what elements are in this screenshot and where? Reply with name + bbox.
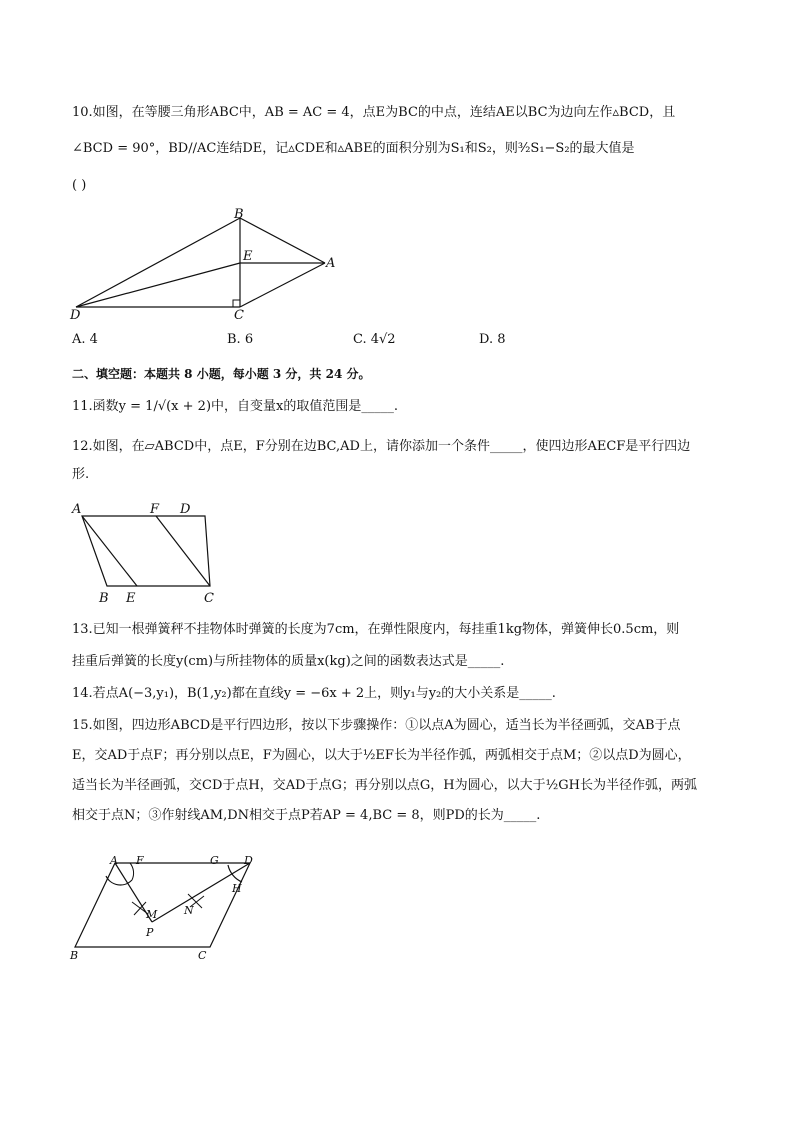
- q12-label-a: A: [72, 502, 82, 517]
- q10-option-a: A. 4: [72, 332, 98, 347]
- q15-line1: 15.如图，四边形ABCD是平行四边形，按以下步骤操作：①以点A为圆心，适当长为半径画弧，交AB于点: [72, 718, 681, 733]
- q12-figure: [70, 498, 230, 608]
- q15-figure: [70, 852, 260, 964]
- q10-label-a: A: [326, 256, 336, 271]
- q15-label-p: P: [146, 926, 154, 939]
- q10-paren: ( ): [72, 178, 87, 193]
- q15-label-n: N: [184, 904, 194, 917]
- q15-label-c: C: [198, 949, 207, 962]
- q11-text: 11.函数y = 1/√(x + 2)中，自变量x的取值范围是_____.: [72, 399, 398, 414]
- q10-label-d: D: [70, 308, 81, 323]
- q10-option-d: D. 8: [479, 332, 506, 347]
- q15-label-m: M: [146, 908, 158, 921]
- q15-label-g: G: [210, 854, 219, 867]
- q15-label-b: B: [70, 949, 79, 962]
- q10-line2: ∠BCD = 90°，BD//AC连结DE，记▵CDE和▵ABE的面积分别为S₁和S₂，则³⁄₂S₁−S₂的最大值是: [72, 141, 635, 156]
- q15-text: [72, 711, 722, 831]
- q10-option-b: B. 6: [227, 332, 254, 347]
- q15-line2: E，交AD于点F；再分别以点E，F为圆心，以大于½EF长为半径作弧，两弧相交于点M；②以点D为圆心，: [72, 748, 691, 763]
- q12-label-f: F: [150, 502, 160, 517]
- q10-label-e: E: [243, 249, 253, 264]
- q10-figure: [70, 205, 340, 323]
- q12-line1: 12.如图，在▱ABCD中，点E，F分别在边BC,AD上，请你添加一个条件_____，使四边形AECF是平行四边: [72, 439, 691, 454]
- q12-label-d: D: [180, 502, 191, 517]
- q10-option-c: C. 4√2: [353, 332, 396, 347]
- q12-label-e: E: [126, 591, 136, 606]
- q15-line4: 相交于点N；③作射线AM,DN相交于点P若AP = 4,BC = 8，则PD的长为_____.: [72, 808, 541, 823]
- q15-label-a: A: [110, 854, 118, 867]
- q10-label-c: C: [234, 308, 244, 323]
- q12-line2: 形.: [72, 467, 90, 482]
- q14-text: 14.若点A(−3,y₁)，B(1,y₂)都在直线y = −6x + 2上，则y₁与y₂的大小关系是_____.: [72, 686, 556, 701]
- q15-label-h: H: [232, 882, 242, 895]
- q10-label-b: B: [234, 207, 244, 222]
- q12-label-c: C: [204, 591, 214, 606]
- section-2-heading: 二、填空题：本题共 8 小题，每小题 3 分，共 24 分。: [72, 367, 371, 381]
- q10-line1: 10.如图，在等腰三角形ABC中，AB = AC = 4，点E为BC的中点，连结AE以BC为边向左作▵BCD，且: [72, 105, 676, 120]
- q13-line1: 13.已知一根弹簧秤不挂物体时弹簧的长度为7cm，在弹性限度内，每挂重1kg物体，弹簧伸长0.5cm，则: [72, 622, 680, 637]
- q15-label-d: D: [244, 854, 253, 867]
- q12-label-b: B: [99, 591, 109, 606]
- q15-label-f: F: [136, 854, 144, 867]
- q13-line2: 挂重后弹簧的长度y(cm)与所挂物体的质量x(kg)之间的函数表达式是_____.: [72, 654, 505, 669]
- q15-line3: 适当长为半径画弧，交CD于点H，交AD于点G；再分别以点G，H为圆心，以大于½GH长为半径作弧，两弧: [72, 778, 697, 793]
